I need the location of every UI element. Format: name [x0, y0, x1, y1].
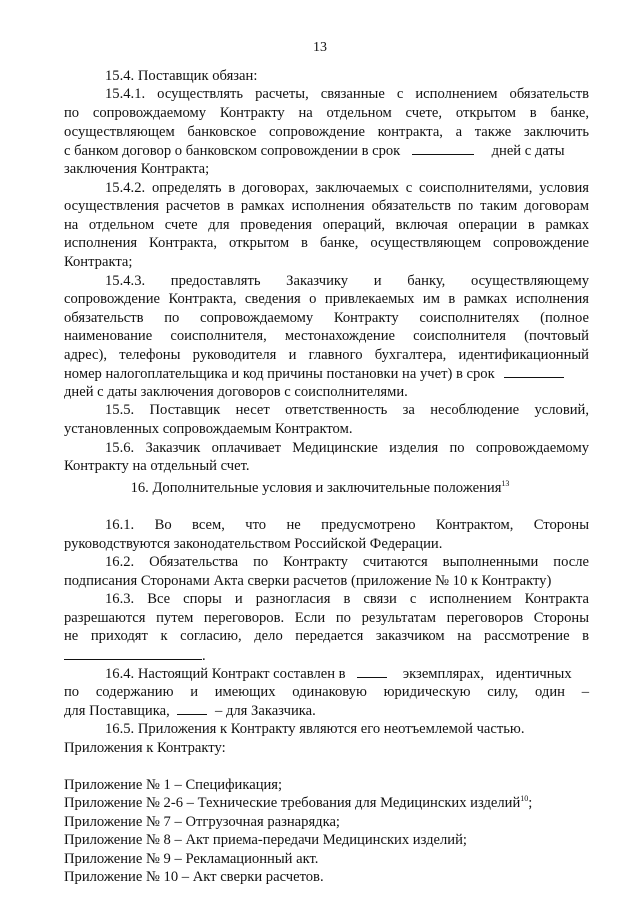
- page-number: 13: [313, 40, 327, 55]
- footnote-marker: 10: [520, 794, 529, 803]
- clause-15-4-3-line: дней с даты заключения договоров с соисполнителями.: [64, 384, 408, 400]
- clause-16-4-line: по содержанию и имеющих одинаковую юридическую силу, один –: [64, 684, 589, 700]
- appendix-text: Приложение № 2-6 – Технические требования для Медицинских изделий: [64, 795, 521, 811]
- clause-text: для Поставщика,: [64, 703, 170, 719]
- appendix-item: Приложение № 10 – Акт сверки расчетов.: [64, 869, 324, 885]
- clause-15-4-1-line: [64, 142, 565, 160]
- clause-15-5-line: установленных сопровождаемым Контрактом.: [64, 421, 353, 437]
- clause-16-1-line: руководствуются законодательством Российской Федерации.: [64, 536, 443, 552]
- clause-15-4-1-line: по сопровождаемому Контракту на отдельном счете, открытом в банке,: [64, 105, 589, 121]
- clause-15-4-3-line: адрес), телефоны руководителя и главного бухгалтера, идентификационный: [64, 347, 589, 363]
- clause-15-4-1-line: 15.4.1. осуществлять расчеты, связанные с исполнением обязательств: [105, 86, 589, 102]
- clause-15-5-line: 15.5. Поставщик несет ответственность за несоблюдение условий,: [105, 402, 589, 418]
- clause-16-2-line: подписания Сторонами Акта сверки расчетов (приложение № 10 к Контракту): [64, 573, 552, 589]
- blank-field: [504, 365, 564, 378]
- clause-text: экземплярах, идентичных: [402, 666, 572, 682]
- clause-15-4-2-line: 15.4.2. определять в договорах, заключаемых с соисполнителями, условия: [105, 180, 589, 196]
- appendix-item: [64, 795, 532, 812]
- clause-16-4-line: [64, 702, 316, 720]
- clause-text: с банком договор о банковском сопровождении в срок: [64, 143, 401, 159]
- clause-16-3-line: 16.3. Все споры и разногласия в связи с исполнением Контракта: [105, 591, 589, 607]
- punctuation: ;: [528, 795, 533, 811]
- clause-15-4: 15.4. Поставщик обязан:: [105, 68, 258, 84]
- clause-15-4-1-line: заключения Контракта;: [64, 161, 210, 177]
- clause-16-3-line: не приходят к согласию, дело передается заказчиком на рассмотрение в: [64, 628, 589, 644]
- blank-field: [64, 647, 202, 660]
- punctuation: .: [202, 648, 206, 664]
- clause-15-4-3-line: сопровождение Контракта, сведения о привлекаемых им в рамках исполнения: [64, 291, 589, 307]
- clause-16-5-line: 16.5. Приложения к Контракту являются его неотъемлемой частью.: [105, 721, 525, 737]
- clause-15-4-3-line: [64, 365, 564, 383]
- clause-16-1-line: 16.1. Во всем, что не предусмотрено Контрактом, Стороны: [105, 517, 589, 533]
- footnote-marker: 13: [501, 479, 510, 488]
- clause-15-6-line: Контракту на отдельный счет.: [64, 458, 250, 474]
- clause-15-4-2-line: исполнения Контракта, открытом в банке, осуществляющем сопровождение: [64, 235, 589, 251]
- clause-15-4-1-line: осуществляющем банковское сопровождение контракта, а также заключить: [64, 124, 589, 140]
- heading-text: 16. Дополнительные условия и заключительные положения: [130, 480, 502, 496]
- appendix-item: Приложение № 7 – Отгрузочная разнарядка;: [64, 814, 340, 830]
- clause-15-4-2-line: Контракта;: [64, 254, 133, 270]
- clause-15-4-3-line: наименование соисполнителя, местонахождение соисполнителя (почтовый: [64, 328, 589, 344]
- blank-field: [177, 702, 207, 715]
- clause-16-2-line: 16.2. Обязательства по Контракту считаются выполненными после: [105, 554, 589, 570]
- appendix-item: Приложение № 8 – Акт приема-передачи Медицинских изделий;: [64, 832, 467, 848]
- clause-text: дней с даты: [491, 143, 565, 159]
- section-16-heading: [0, 480, 640, 497]
- appendix-item: Приложение № 9 – Рекламационный акт.: [64, 851, 319, 867]
- clause-15-6-line: 15.6. Заказчик оплачивает Медицинские изделия по сопровождаемому: [105, 440, 589, 456]
- clause-15-4-2-line: на отдельном счете для проведения операций, включая операции в рамках: [64, 217, 589, 233]
- clause-text: 16.4. Настоящий Контракт составлен в: [105, 666, 346, 682]
- clause-15-4-2-line: осуществления расчетов в рамках исполнения обязательств по таким договорам: [64, 198, 589, 214]
- clause-15-4-3-line: 15.4.3. предоставлять Заказчику и банку, осуществляющему: [105, 273, 589, 289]
- blank-field: [357, 665, 387, 678]
- clause-15-4-3-line: обязательств по сопровождаемому Контракту соисполнителях (полное: [64, 310, 589, 326]
- clause-text: – для Заказчика.: [215, 703, 316, 719]
- clause-16-5-line: Приложения к Контракту:: [64, 740, 226, 756]
- blank-field: [412, 142, 474, 155]
- clause-16-3-line: [64, 647, 206, 665]
- clause-16-4-line: [105, 665, 572, 683]
- clause-16-3-line: разрешаются путем переговоров. Если по результатам переговоров Стороны: [64, 610, 589, 626]
- clause-text: номер налогоплательщика и код причины постановки на учет) в срок: [64, 366, 495, 382]
- appendix-item: Приложение № 1 – Спецификация;: [64, 777, 283, 793]
